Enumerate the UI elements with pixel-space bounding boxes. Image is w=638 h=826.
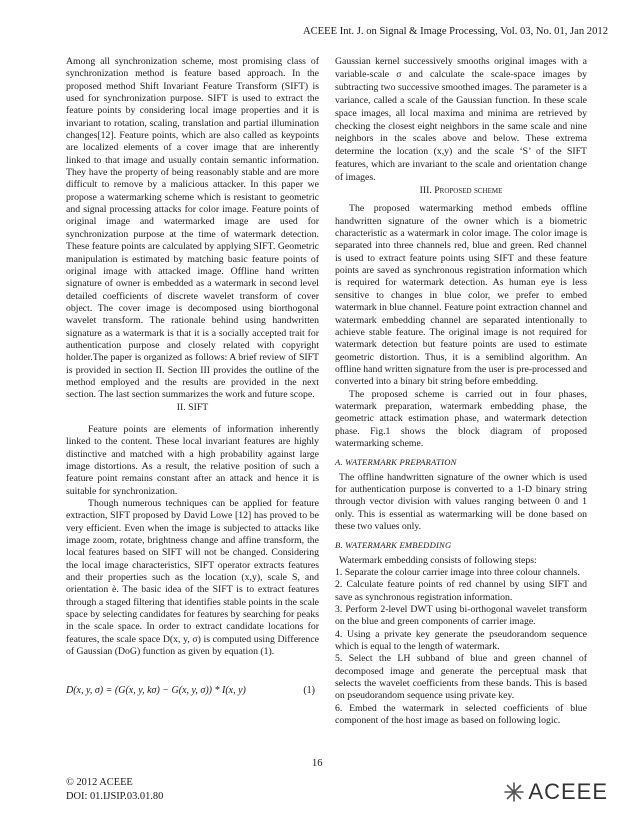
footer-info [66,776,163,804]
page-number: 16 [312,758,323,769]
proposed-paragraph-1: The proposed watermarking method embeds offline handwritten signature of the owner which is a biometric characteristic as a watermark in color image. The color image is separated into three channels red, blue and green. Red channel is used to extract feature points using SIFT and these feature points are saved as synchronous registration information which is required for watermark detection. As human eye is less sensitive to changes in blue color, we prefer to embed watermark in blue channel. Feature point extraction channel and watermark embedding channel are separated intentionally to achieve stable feature. The original image is not required for watermark detection but feature points are used to estimate geometric distortion. Thus, it is a semiblind algorithm. An offline hand written signature from the user is pre-processed and converted into a binary bit string before embedding. [335,203,587,388]
star-burst-icon [503,781,525,803]
equation-number: (1) [303,684,315,696]
proposed-paragraph-2: The proposed scheme is carried out in four phases, watermark preparation, watermark embedding phase, the geometric attack estimation phase, and watermark detection phase. Fig.1 shows the block diagram of proposed watermarking scheme. [335,388,587,449]
section-3-heading-text: III. Proposed scheme [419,185,503,197]
embedding-intro: Watermark embedding consists of following steps: [339,554,537,566]
right-column [335,56,587,728]
journal-header: ACEEE Int. J. on Signal & Image Processing, Vol. 03, No. 01, Jan 2012 [302,26,608,37]
subsection-b-heading: B. WATERMARK EMBEDDING [335,540,452,551]
logo-text: ACEEE [528,779,608,804]
list-item: 2. Calculate feature points of red channel by using SIFT and save as synchronous registration information. [335,579,587,603]
sift-paragraph-1: Feature points are elements of information inherently linked to the content. These local invariant features are highly distinctive and matched with a high probability against large image distortions. As a result, the relative position of such a feature point remains constant after an attack and hence it is suitable for synchronization. [66,423,319,497]
equation-body: D(x, y, σ) = (G(x, y, kσ) − G(x, y, σ)) * I(x, y) [66,684,246,696]
subsection-a-heading: A. WATERMARK PREPARATION [335,457,457,468]
list-item: 3. Perform 2-level DWT using bi-orthogonal wavelet transform on the blue and green components of carrier image. [335,604,587,628]
left-column [66,56,319,697]
copyright: © 2012 ACEEE [66,777,133,788]
watermark-preparation-text: The offline handwritten signature of the owner which is used for authentication purpose is converted to a 1-D binary string through vector division with values ranging between 0 and 1 only. This is essential as watermarking will be done based on these two values only. [335,471,587,532]
sift-paragraph-2: Though numerous techniques can be applied for feature extraction, SIFT proposed by David Lowe [12] has proved to be very efficient. Even when the image is subjected to attacks like image zoom, rotate, brightness change and affine transform, the local features based on SIFT will not be changed. Considering the local image characteristics, SIFT operator extracts features and their properties such as the location (x,y), scale S, and orientation è. The basic idea of the SIFT is to extract features through a staged filtering that identifies stable points in the scale space by selecting candidates for features by searching for peaks in the scale space. In order to extract candidate locations for features, the scale space D(x, y, σ) is computed using Difference of Gaussian (DoG) function as given by equation (1). [66,498,319,658]
section-2-heading: II. SIFT [176,401,209,413]
list-item: 5. Select the LH subband of blue and green channel of decomposed image and generate the perceptual mask that selects the wavelet coefficients from these bands. This is based on pseudorandom sequence using private key. [335,653,587,702]
embedding-steps [335,567,587,727]
list-item: 1. Separate the colour carrier image into three colour channels. [335,567,580,579]
list-item: 6. Embed the watermark in selected coefficients of blue component of the host image as based on following logic. [335,702,587,727]
intro-paragraph: Among all synchronization scheme, most promising class of synchronization method is feature based approach. In the proposed method Shift Invariant Feature Transform (SIFT) is used for synchronization purpose. SIFT is used to extract the feature points by considering local image properties and it is invariant to rotation, scaling, translation and partial illumination changes[12]. Feature points, which are also called as keypoints are localized elements of a cover image that are inherently linked to that image and usually contain semantic information. They have the property of being reasonably stable and are more difficult to remove by a malicious attacker. In this paper we propose a watermarking scheme which is resistant to geometric and signal processing attacks for color image. Feature points of original image and watermarked image are used for synchronization purpose at the time of watermark detection. These feature points are calculated by applying SIFT. Geometric manipulation is estimated by matching basic feature points of original image with attacked image. Offline hand written signature of owner is embedded as a watermark in second level detailed coefficients of discrete wavelet transform of cover object. The cover image is decomposed using biorthogonal wavelet transform. The rationale behind using handwritten signature as a watermark is that it is a socially accepted trait for authentication purpose and closely related with copyright holder.The paper is organized as follows: A brief review of SIFT is provided in section II. Section III provides the outline of the method employed and the results are provided in the next section. The last section summarizes the work and future scope. [66,56,319,401]
list-item: 4. Using a private key generate the pseudorandom sequence which is equal to the length of watermark. [335,628,587,653]
aceee-logo [503,779,608,805]
doi: DOI: 01.IJSIP.03.01.80 [66,791,164,802]
equation-1 [66,685,319,697]
gaussian-paragraph: Gaussian kernel successively smooths original images with a variable-scale σ and calculate the scale-space images by subtracting two successive smoothed images. The parameter is a variance, called a scale of the Gaussian function. In these scale space images, all local maxima and minima are retrieved by checking the closest eight neighbors in the same scale and nine neighbors in the scales above and below. These extrema determine the location (x,y) and the scale ‘S’ of the SIFT features, which are invariant to the scale and orientation change of images. [335,56,587,184]
section-3-heading [335,185,587,197]
